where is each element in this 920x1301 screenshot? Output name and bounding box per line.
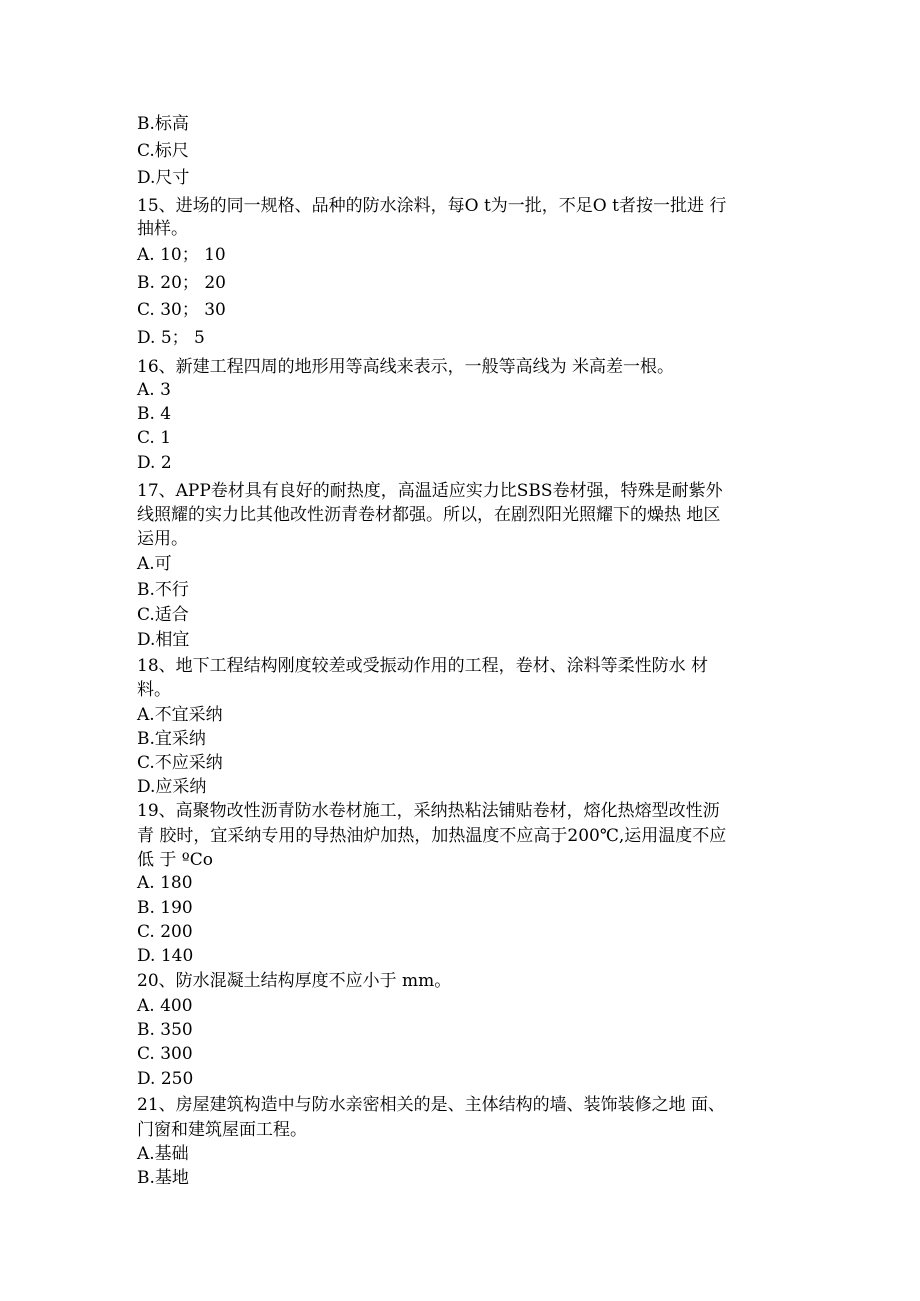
option-line: B.宜采纳 bbox=[137, 729, 206, 749]
question-17-text-cont: 运用。 bbox=[137, 529, 188, 549]
option-line: C. 200 bbox=[137, 922, 193, 942]
option-line: C. 30； 30 bbox=[137, 300, 226, 320]
question-15-text: 15、进场的同一规格、品种的防水涂料，每O t为一批，不足O t者按一批进 行 bbox=[137, 196, 727, 216]
question-15-text-cont: 抽样。 bbox=[137, 219, 188, 239]
option-line: A. 180 bbox=[137, 873, 193, 893]
option-line: C. 1 bbox=[137, 428, 172, 448]
question-20-text: 20、防水混凝土结构厚度不应小于 mm。 bbox=[137, 971, 452, 991]
question-16-text: 16、新建工程四周的地形用等高线来表示，一般等高线为 米高差一根。 bbox=[137, 357, 675, 377]
option-line: C. 300 bbox=[137, 1044, 193, 1064]
option-line: D.应采纳 bbox=[137, 777, 207, 797]
option-line: B.基地 bbox=[137, 1168, 189, 1188]
option-line: B. 190 bbox=[137, 898, 193, 918]
option-line: D. 2 bbox=[137, 453, 172, 473]
option-line: A. 400 bbox=[137, 996, 193, 1016]
question-21-text: 21、房屋建筑构造中与防水亲密相关的是、主体结构的墙、装饰装修之地 面、 bbox=[137, 1095, 726, 1115]
question-21-text-cont: 门窗和建筑屋面工程。 bbox=[137, 1120, 307, 1140]
option-line: C.不应采纳 bbox=[137, 753, 223, 773]
option-line: B.标高 bbox=[137, 114, 189, 134]
option-line: B. 350 bbox=[137, 1020, 193, 1040]
option-line: A. 10； 10 bbox=[137, 245, 226, 265]
option-line: D.尺寸 bbox=[137, 168, 190, 188]
option-line: C.标尺 bbox=[137, 141, 189, 161]
option-line: D. 5； 5 bbox=[137, 328, 205, 348]
option-line: B. 4 bbox=[137, 404, 172, 424]
question-19-text-cont: 青 胶时，宜采纳专用的导热油炉加热，加热温度不应高于200℃,运用温度不应 bbox=[137, 826, 727, 846]
option-line: D.相宜 bbox=[137, 630, 190, 650]
question-17-text-cont: 线照耀的实力比其他改性沥青卷材都强。所以，在剧烈阳光照耀下的燥热 地区 bbox=[137, 505, 721, 525]
option-line: A. 3 bbox=[137, 380, 171, 400]
option-line: D. 140 bbox=[137, 946, 194, 966]
option-line: D. 250 bbox=[137, 1069, 194, 1089]
question-18-text: 18、地下工程结构刚度较差或受振动作用的工程，卷材、涂料等柔性防水 材 bbox=[137, 656, 709, 676]
question-18-text-cont: 料。 bbox=[137, 680, 171, 700]
question-17-text: 17、APP卷材具有良好的耐热度，高温适应实力比SBS卷材强，特殊是耐紫外 bbox=[137, 481, 723, 501]
option-line: B. 20； 20 bbox=[137, 273, 226, 293]
option-line: C.适合 bbox=[137, 605, 189, 625]
option-line: A.不宜采纳 bbox=[137, 705, 223, 725]
option-line: A.基础 bbox=[137, 1144, 189, 1164]
question-19-text-cont: 低 于 ºCo bbox=[137, 850, 214, 870]
question-19-text: 19、高聚物改性沥青防水卷材施工，采纳热粘法铺贴卷材，熔化热熔型改性沥 bbox=[137, 801, 720, 821]
option-line: B.不行 bbox=[137, 580, 189, 600]
option-line: A.可 bbox=[137, 554, 172, 574]
